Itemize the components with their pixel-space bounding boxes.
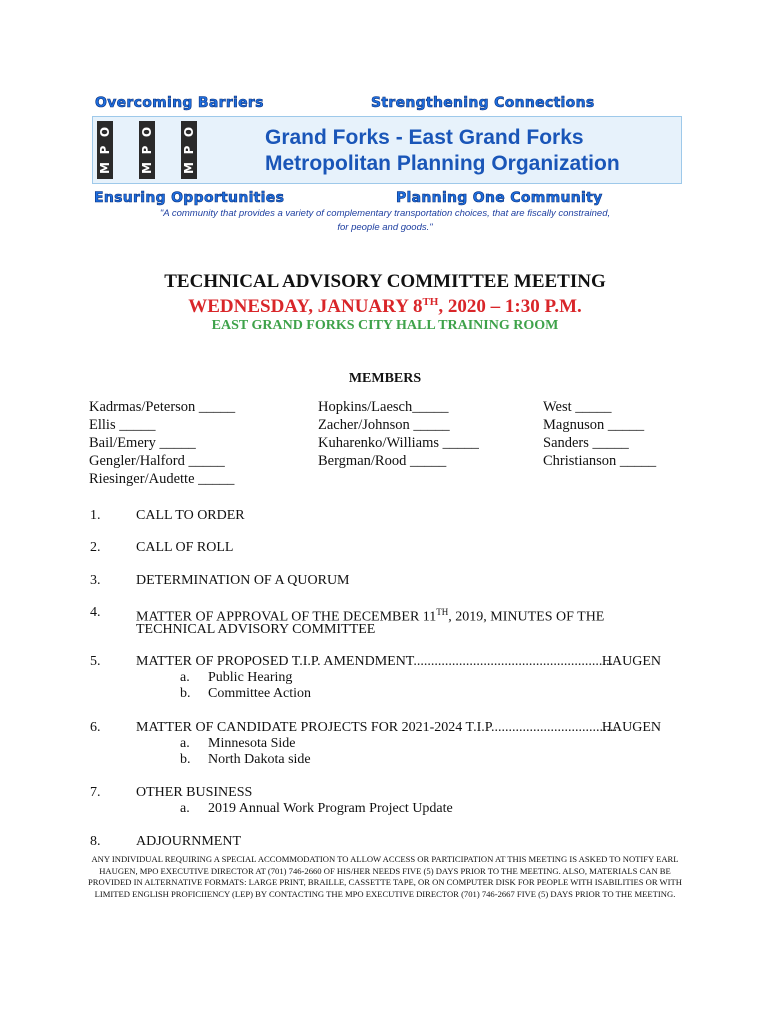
- subitem-letter: b.: [180, 752, 191, 767]
- agenda-item-number: 7.: [90, 785, 101, 800]
- agenda-subitem: [180, 670, 292, 686]
- agenda-item-presenter: HAUGEN: [601, 720, 661, 735]
- mpo-logo-mark-2: [139, 121, 165, 179]
- member-entry: Gengler/Halford _____: [89, 453, 225, 469]
- meeting-title: TECHNICAL ADVISORY COMMITTEE MEETING: [164, 271, 606, 292]
- members-column-2: [318, 398, 479, 470]
- mpo-logo-banner: [92, 116, 682, 184]
- agenda-item-number: 2.: [90, 540, 101, 555]
- agenda-item-presenter: HAUGEN: [601, 654, 661, 669]
- org-name-line1: Grand Forks - East Grand Forks: [265, 126, 584, 149]
- meeting-date-prefix: WEDNESDAY, JANUARY 8: [188, 296, 423, 317]
- tagline-ensuring-opportunities: Ensuring Opportunities: [94, 190, 285, 206]
- agenda-item-text: ADJOURNMENT: [136, 834, 241, 849]
- subitem-letter: a.: [180, 670, 190, 685]
- member-entry: Riesinger/Audette _____: [89, 471, 235, 487]
- logo-letter: P: [140, 145, 154, 155]
- tagline-planning-one-community: Planning One Community: [396, 190, 603, 206]
- logo-letter: M: [182, 162, 196, 174]
- members-column-3: [543, 398, 656, 470]
- agenda-item-text: MATTER OF PROPOSED T.I.P. AMENDMENT.........................................................: [136, 654, 613, 669]
- agenda-subitem: [180, 686, 311, 702]
- subitem-text: Minnesota Side: [208, 736, 296, 751]
- mpo-logo-mark-1: [97, 121, 123, 179]
- mission-quote-line2: for people and goods.": [337, 222, 433, 233]
- agenda-item-ordinal: TH: [436, 607, 449, 617]
- agenda-subitem: [180, 736, 296, 752]
- tagline-strengthening-connections: Strengthening Connections: [371, 95, 595, 111]
- member-entry: Ellis _____: [89, 417, 156, 433]
- subitem-letter: a.: [180, 801, 190, 816]
- meeting-location: EAST GRAND FORKS CITY HALL TRAINING ROOM: [211, 318, 559, 333]
- agenda-item-text-line2: TECHNICAL ADVISORY COMMITTEE: [136, 622, 376, 637]
- member-entry: Magnuson _____: [543, 417, 645, 433]
- agenda-subitem: [180, 752, 311, 768]
- members-column-1: [89, 398, 235, 488]
- logo-letter: M: [98, 162, 112, 174]
- agenda-item-number: 8.: [90, 834, 101, 849]
- agenda-item-number: 1.: [90, 508, 101, 523]
- logo-letter: P: [98, 145, 112, 155]
- meeting-date: [0, 296, 770, 318]
- subitem-letter: b.: [180, 686, 191, 701]
- accessibility-notice: ANY INDIVIDUAL REQUIRING A SPECIAL ACCOMMODATION TO ALLOW ACCESS OR PARTICIPATION AT THIS MEETING IS ASKED TO NOTIFY EARL HAUGEN, MPO EXECUTIVE DIRECTOR AT (701) 746-2660 OF HIS/HER NEEDS FIVE (5) DAYS PRIOR TO THE MEETING. ALSO, MATERIALS CAN BE PROVIDED IN ALTERNATIVE FORMATS: LARGE PRINT, BRAILLE, CASSETTE TAPE, OR ON COMPUTER DISK FOR PEOPLE WITH ISABILITIES OR WITH LIMITED ENGLISH PROFICIIENCY (LEP) BY CONTACTING THE MPO EXECUTIVE DIRECTOR (701) 746-2667 FIVE (5) DAYS PRIOR TO THE MEETING.: [88, 854, 682, 899]
- member-entry: Kuharenko/Williams _____: [318, 435, 479, 451]
- member-entry: Bergman/Rood _____: [318, 453, 447, 469]
- subitem-text: 2019 Annual Work Program Project Update: [208, 801, 453, 816]
- logo-letter: P: [182, 145, 196, 155]
- member-entry: West _____: [543, 399, 612, 415]
- agenda-item-text-part: MATTER OF APPROVAL OF THE DECEMBER 11: [136, 609, 437, 625]
- subitem-text: Committee Action: [208, 686, 312, 701]
- agenda-item-number: 5.: [90, 654, 101, 669]
- meeting-date-suffix: , 2020 – 1:30 P.M.: [438, 296, 582, 317]
- agenda-subitem: [180, 801, 453, 817]
- tagline-overcoming-barriers: Overcoming Barriers: [95, 95, 264, 111]
- meeting-date-ordinal: TH: [422, 296, 439, 308]
- agenda-item-text-part: , 2019, MINUTES OF THE: [448, 609, 605, 625]
- logo-letter: O: [182, 126, 196, 138]
- mpo-logo-mark-3: [181, 121, 207, 179]
- subitem-letter: a.: [180, 736, 190, 751]
- agenda-item-text: OTHER BUSINESS: [136, 785, 253, 800]
- member-entry: Sanders _____: [543, 435, 629, 451]
- agenda-item-text: CALL OF ROLL: [136, 540, 234, 555]
- agenda-item-number: 3.: [90, 573, 101, 588]
- subitem-text: Public Hearing: [208, 670, 293, 685]
- agenda-item-text: CALL TO ORDER: [136, 508, 245, 523]
- member-entry: Bail/Emery _____: [89, 435, 196, 451]
- member-entry: Kadrmas/Peterson _____: [89, 399, 236, 415]
- agenda-item-number: 4.: [90, 605, 101, 620]
- mission-quote-line1: "A community that provides a variety of complementary transportation choices, that are fiscally constrained,: [159, 208, 611, 219]
- logo-letter: O: [98, 126, 112, 138]
- agenda-item-text: DETERMINATION OF A QUORUM: [136, 573, 350, 588]
- subitem-text: North Dakota side: [208, 752, 311, 767]
- agenda-item-number: 6.: [90, 720, 101, 735]
- logo-letter: M: [140, 162, 154, 174]
- member-entry: Zacher/Johnson _____: [318, 417, 450, 433]
- logo-letter: O: [140, 126, 154, 138]
- members-heading: MEMBERS: [348, 371, 422, 386]
- member-entry: Christianson _____: [543, 453, 657, 469]
- agenda-item-text: MATTER OF CANDIDATE PROJECTS FOR 2021-2024 T.I.P....................................: [136, 720, 617, 735]
- org-name-line2: Metropolitan Planning Organization: [265, 152, 620, 175]
- member-entry: Hopkins/Laesch_____: [318, 399, 449, 415]
